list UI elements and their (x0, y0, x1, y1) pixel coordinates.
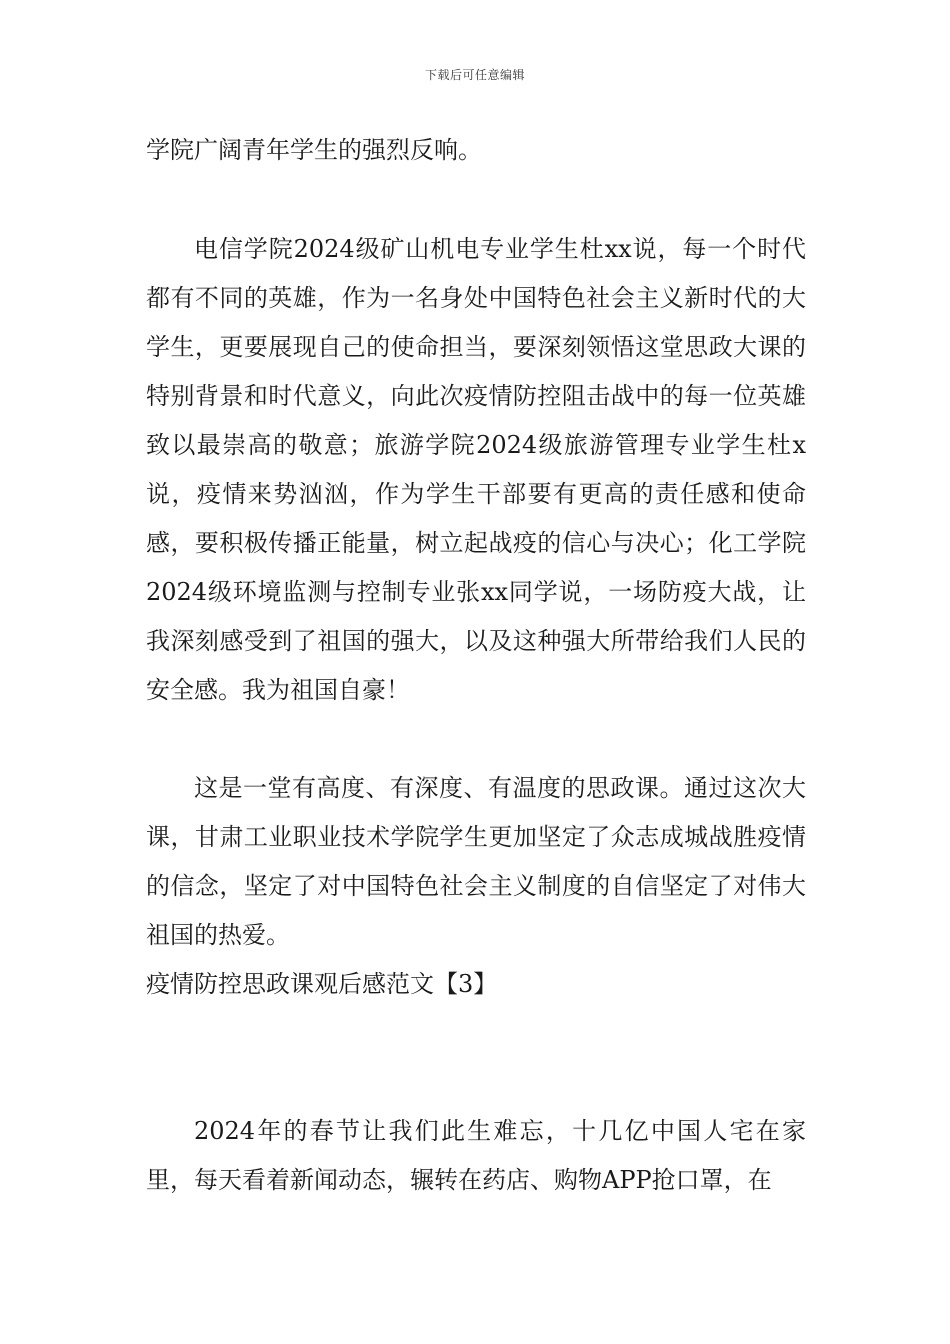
document-body (146, 126, 806, 1205)
page-header: 下载后可任意编辑 (424, 68, 525, 82)
paragraph-4: 2024年的春节让我们此生难忘，十几亿中国人宅在家里，每天看着新闻动态，辗转在药店、购物APP抢口罩，在 (146, 1117, 806, 1194)
paragraph-1: 学院广阔青年学生的强烈反响。 (146, 136, 482, 164)
paragraph-2: 电信学院2024级矿山机电专业学生杜xx说，每一个时代都有不同的英雄，作为一名身处中国特色社会主义新时代的大学生，更要展现自己的使命担当，要深刻领悟这堂思政大课的特别背景和时代意义，向此次疫情防控阻击战中的每一位英雄致以最崇高的敬意；旅游学院2024级旅游管理专业学生杜x说，疫情来势汹汹，作为学生干部要有更高的责任感和使命感，要积极传播正能量，树立起战疫的信心与决心；化工学院2024级环境监测与控制专业张xx同学说，一场防疫大战，让我深刻感受到了祖国的强大，以及这种强大所带给我们人民的安全感。我为祖国自豪！ (146, 235, 806, 704)
section-heading: 疫情防控思政课观后感范文【3】 (146, 970, 498, 998)
paragraph-3: 这是一堂有高度、有深度、有温度的思政课。通过这次大课，甘肃工业职业技术学院学生更加坚定了众志成城战胜疫情的信念，坚定了对中国特色社会主义制度的自信坚定了对伟大祖国的热爱。 (146, 774, 806, 949)
